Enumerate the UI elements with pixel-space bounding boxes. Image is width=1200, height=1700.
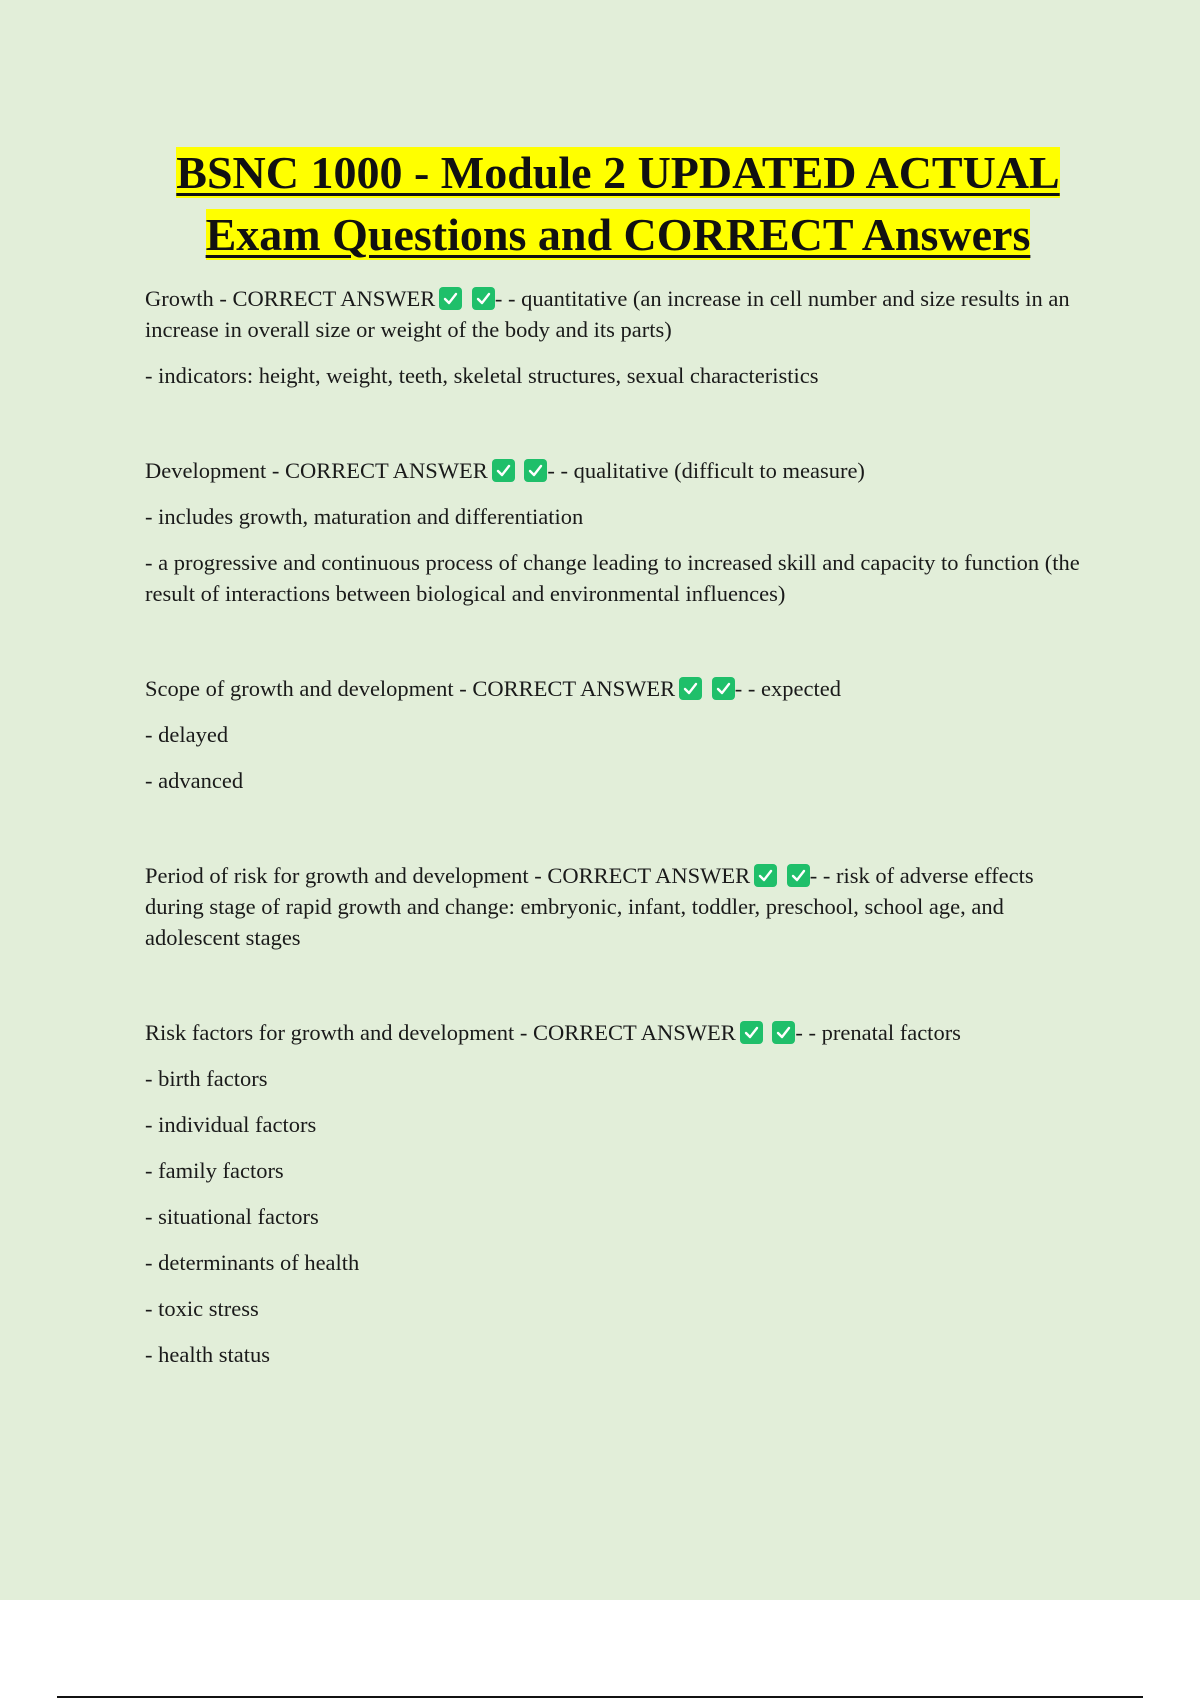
qa-line: - includes growth, maturation and differentiation [145, 504, 584, 529]
footer-divider [57, 1696, 1143, 1698]
qa-question [145, 283, 1095, 345]
qa-entry-growth [145, 283, 1095, 391]
check-icon [472, 287, 495, 310]
qa-line: - birth factors [145, 1066, 268, 1091]
document-title [0, 142, 1200, 266]
check-icon [492, 459, 515, 482]
check-icon [740, 1021, 763, 1044]
qa-line: - toxic stress [145, 1296, 259, 1321]
qa-line: - a progressive and continuous process of change leading to increased skill and capacity to function (the result of interactions between biological and environmental influences) [145, 550, 1080, 606]
qa-line: - determinants of health [145, 1250, 360, 1275]
qa-answer: - - qualitative (difficult to measure) [547, 458, 865, 483]
check-icon [787, 864, 810, 887]
check-icon [524, 459, 547, 482]
title-line-1: BSNC 1000 - Module 2 UPDATED ACTUAL [176, 147, 1060, 198]
qa-answer: - - prenatal factors [795, 1020, 961, 1045]
qa-entry-risk-factors [145, 1017, 1095, 1370]
qa-entry-development [145, 455, 1095, 609]
qa-entry-period-of-risk [145, 860, 1095, 953]
qa-list [145, 283, 1095, 1434]
check-icon [772, 1021, 795, 1044]
check-icon [439, 287, 462, 310]
qa-term: Risk factors for growth and development - CORRECT ANSWER [145, 1020, 736, 1045]
qa-line: - family factors [145, 1158, 284, 1183]
qa-term: Scope of growth and development - CORRECT ANSWER [145, 676, 676, 701]
qa-answer: - - quantitative (an increase in cell number and size results in an increase in overall size or weight of the body and its parts) [145, 286, 1070, 342]
qa-question [145, 673, 1095, 704]
check-icon [679, 677, 702, 700]
qa-question [145, 860, 1095, 953]
check-icon [712, 677, 735, 700]
qa-line: - delayed [145, 722, 229, 747]
qa-term: Development - CORRECT ANSWER [145, 458, 488, 483]
qa-answer: - - expected [734, 676, 841, 701]
qa-term: Period of risk for growth and development - CORRECT ANSWER [145, 863, 751, 888]
qa-term: Growth - CORRECT ANSWER [145, 286, 436, 311]
qa-line: - indicators: height, weight, teeth, skeletal structures, sexual characteristics [145, 363, 819, 388]
qa-question [145, 1017, 1095, 1048]
qa-line: - individual factors [145, 1112, 317, 1137]
qa-line: - situational factors [145, 1204, 319, 1229]
qa-line: - health status [145, 1342, 270, 1367]
check-icon [754, 864, 777, 887]
title-line-2: Exam Questions and CORRECT Answers [205, 209, 1031, 260]
qa-answer: - - risk of adverse effects during stage of rapid growth and change: embryonic, infant, toddler, preschool, school age, and adolescent stages [145, 863, 1034, 950]
qa-question [145, 455, 1095, 486]
qa-entry-scope [145, 673, 1095, 796]
qa-line: - advanced [145, 768, 244, 793]
